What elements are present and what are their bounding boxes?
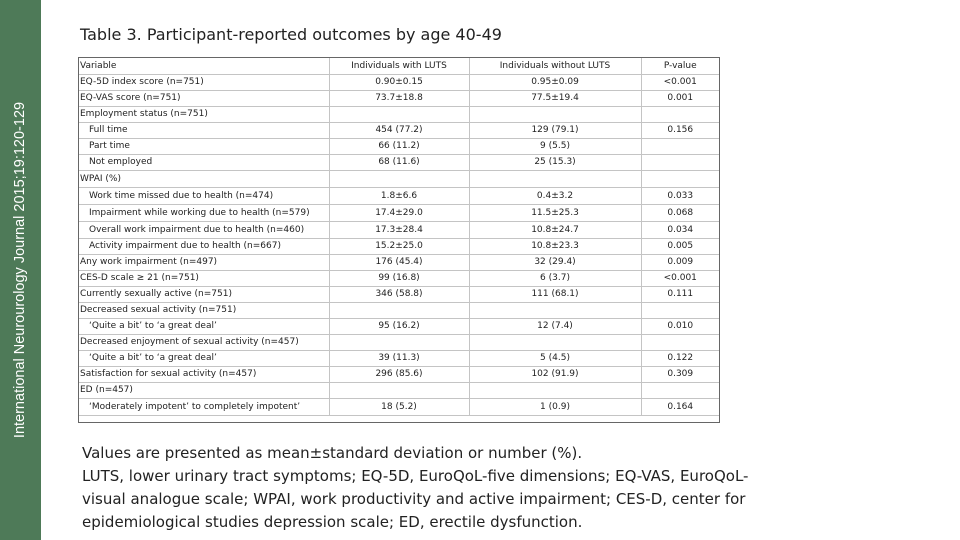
row-variable: ‘Moderately impotent’ to completely impotent’ — [79, 398, 329, 415]
row-p-value — [641, 382, 719, 398]
row-with-luts — [329, 302, 469, 318]
row-without-luts — [469, 302, 641, 318]
row-variable: ‘Quite a bit’ to ‘a great deal’ — [79, 350, 329, 366]
row-p-value: 0.068 — [641, 204, 719, 221]
header-without-luts: Individuals without LUTS — [469, 58, 641, 74]
row-with-luts: 296 (85.6) — [329, 366, 469, 382]
row-without-luts: 25 (15.3) — [469, 154, 641, 170]
table-row — [79, 154, 719, 170]
footnote-line: epidemiological studies depression scale; ED, erectile dysfunction. — [82, 513, 583, 531]
row-without-luts: 111 (68.1) — [469, 286, 641, 302]
row-with-luts: 99 (16.8) — [329, 270, 469, 286]
row-without-luts — [469, 334, 641, 350]
row-without-luts: 77.5±19.4 — [469, 90, 641, 106]
row-without-luts: 0.4±3.2 — [469, 187, 641, 204]
row-p-value: <0.001 — [641, 74, 719, 90]
row-variable: ED (n=457) — [79, 382, 329, 398]
journal-citation: International Neurourology Journal 2015;19:120-129 — [12, 101, 28, 439]
row-with-luts: 454 (77.2) — [329, 122, 469, 138]
row-variable: Work time missed due to health (n=474) — [79, 187, 329, 204]
row-without-luts: 129 (79.1) — [469, 122, 641, 138]
table-row — [79, 90, 719, 106]
table-row — [79, 254, 719, 270]
row-p-value: 0.122 — [641, 350, 719, 366]
row-variable: Any work impairment (n=497) — [79, 254, 329, 270]
journal-sidebar — [0, 0, 41, 540]
table-row — [79, 204, 719, 221]
header-variable: Variable — [79, 58, 329, 74]
row-variable: Currently sexually active (n=751) — [79, 286, 329, 302]
footnote-line: LUTS, lower urinary tract symptoms; EQ-5D, EuroQoL-five dimensions; EQ-VAS, EuroQoL- — [82, 467, 749, 485]
table-row — [79, 106, 719, 122]
row-without-luts: 0.95±0.09 — [469, 74, 641, 90]
table-row — [79, 238, 719, 254]
table-row — [79, 74, 719, 90]
table-row — [79, 170, 719, 187]
row-p-value: 0.009 — [641, 254, 719, 270]
table-row — [79, 398, 719, 415]
row-p-value — [641, 138, 719, 154]
row-without-luts: 9 (5.5) — [469, 138, 641, 154]
row-variable: Satisfaction for sexual activity (n=457) — [79, 366, 329, 382]
row-with-luts — [329, 334, 469, 350]
row-with-luts: 1.8±6.6 — [329, 187, 469, 204]
row-variable: EQ-VAS score (n=751) — [79, 90, 329, 106]
table-row — [79, 270, 719, 286]
row-p-value — [641, 154, 719, 170]
row-with-luts: 39 (11.3) — [329, 350, 469, 366]
row-with-luts: 176 (45.4) — [329, 254, 469, 270]
row-variable: Decreased sexual activity (n=751) — [79, 302, 329, 318]
row-with-luts: 17.4±29.0 — [329, 204, 469, 221]
row-with-luts — [329, 106, 469, 122]
row-with-luts: 17.3±28.4 — [329, 221, 469, 238]
table-row — [79, 122, 719, 138]
table-row — [79, 350, 719, 366]
row-without-luts: 12 (7.4) — [469, 318, 641, 334]
row-with-luts: 15.2±25.0 — [329, 238, 469, 254]
table-row — [79, 382, 719, 398]
row-variable: Employment status (n=751) — [79, 106, 329, 122]
row-without-luts: 6 (3.7) — [469, 270, 641, 286]
row-variable: Decreased enjoyment of sexual activity (n=457) — [79, 334, 329, 350]
row-with-luts: 95 (16.2) — [329, 318, 469, 334]
row-variable: Not employed — [79, 154, 329, 170]
row-p-value: 0.001 — [641, 90, 719, 106]
row-without-luts: 102 (91.9) — [469, 366, 641, 382]
row-with-luts — [329, 170, 469, 187]
row-without-luts — [469, 106, 641, 122]
footnote-line: Values are presented as mean±standard deviation or number (%). — [82, 444, 583, 462]
row-without-luts: 5 (4.5) — [469, 350, 641, 366]
row-p-value — [641, 334, 719, 350]
row-p-value: 0.005 — [641, 238, 719, 254]
row-p-value: 0.033 — [641, 187, 719, 204]
row-p-value: 0.111 — [641, 286, 719, 302]
outcomes-table-frame — [78, 57, 720, 423]
table-row — [79, 302, 719, 318]
table-row — [79, 286, 719, 302]
outcomes-table — [79, 58, 719, 416]
row-p-value: 0.156 — [641, 122, 719, 138]
row-without-luts — [469, 170, 641, 187]
row-variable: Impairment while working due to health (n=579) — [79, 204, 329, 221]
row-variable: CES-D scale ≥ 21 (n=751) — [79, 270, 329, 286]
row-with-luts: 18 (5.2) — [329, 398, 469, 415]
row-variable: Activity impairment due to health (n=667) — [79, 238, 329, 254]
row-p-value: 0.010 — [641, 318, 719, 334]
table-title: Table 3. Participant-reported outcomes by age 40-49 — [80, 25, 502, 44]
row-variable: Full time — [79, 122, 329, 138]
row-p-value: 0.034 — [641, 221, 719, 238]
row-p-value: <0.001 — [641, 270, 719, 286]
row-without-luts — [469, 382, 641, 398]
row-without-luts: 11.5±25.3 — [469, 204, 641, 221]
row-variable: WPAI (%) — [79, 170, 329, 187]
row-p-value: 0.309 — [641, 366, 719, 382]
row-p-value — [641, 170, 719, 187]
row-with-luts: 0.90±0.15 — [329, 74, 469, 90]
row-variable: ‘Quite a bit’ to ‘a great deal’ — [79, 318, 329, 334]
row-with-luts: 346 (58.8) — [329, 286, 469, 302]
row-without-luts: 10.8±24.7 — [469, 221, 641, 238]
row-without-luts: 10.8±23.3 — [469, 238, 641, 254]
table-header-row — [79, 58, 719, 74]
table-row — [79, 221, 719, 238]
row-without-luts: 32 (29.4) — [469, 254, 641, 270]
row-p-value — [641, 106, 719, 122]
table-row — [79, 318, 719, 334]
table-row — [79, 366, 719, 382]
footnote-line: visual analogue scale; WPAI, work productivity and active impairment; CES-D, center for — [82, 490, 746, 508]
header-p-value: P-value — [641, 58, 719, 74]
table-row — [79, 187, 719, 204]
header-with-luts: Individuals with LUTS — [329, 58, 469, 74]
row-with-luts: 68 (11.6) — [329, 154, 469, 170]
row-p-value — [641, 302, 719, 318]
table-row — [79, 138, 719, 154]
row-variable: Part time — [79, 138, 329, 154]
row-variable: Overall work impairment due to health (n=460) — [79, 221, 329, 238]
row-with-luts: 73.7±18.8 — [329, 90, 469, 106]
row-variable: EQ-5D index score (n=751) — [79, 74, 329, 90]
row-with-luts: 66 (11.2) — [329, 138, 469, 154]
row-with-luts — [329, 382, 469, 398]
row-p-value: 0.164 — [641, 398, 719, 415]
table-footnote — [82, 442, 882, 534]
row-without-luts: 1 (0.9) — [469, 398, 641, 415]
table-row — [79, 334, 719, 350]
